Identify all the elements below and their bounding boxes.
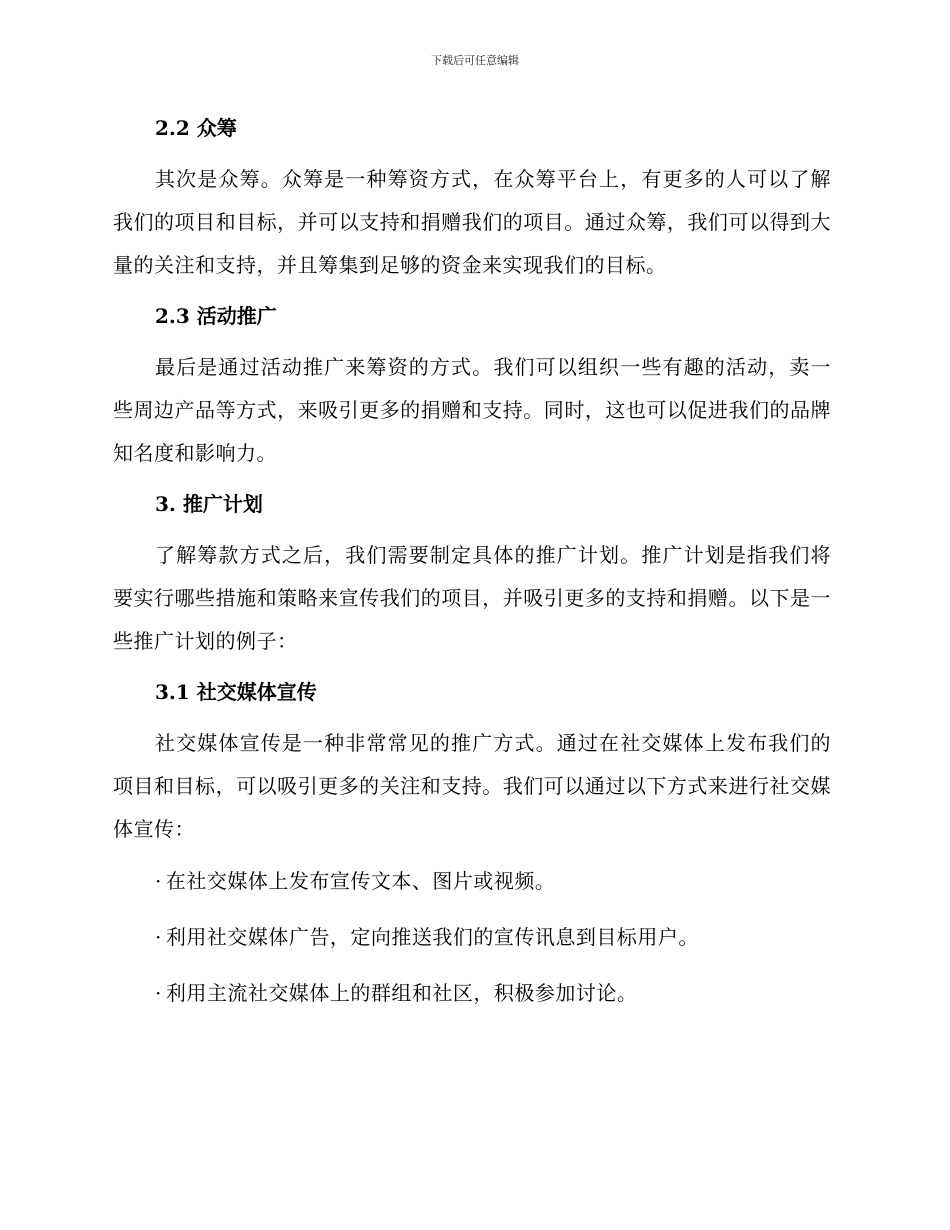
bullet-marker: · [155, 981, 162, 1005]
bullet-text: 利用社交媒体广告，定向推送我们的宣传讯息到目标用户。 [165, 925, 699, 949]
bullet-text: 利用主流社交媒体上的群组和社区，积极参加讨论。 [165, 981, 638, 1005]
section-heading-2-2: 2.2 众筹 [155, 116, 237, 140]
paragraph-event-promotion: 最后是通过活动推广来筹资的方式。我们可以组织一些有趣的活动，卖一些周边产品等方式，来吸引更多的捐赠和支持。同时，这也可以促进我们的品牌知名度和影响力。 [113, 355, 831, 465]
paragraph-crowdfunding: 其次是众筹。众筹是一种筹资方式，在众筹平台上，有更多的人可以了解我们的项目和目标，并可以支持和捐赠我们的项目。通过众筹，我们可以得到大量的关注和支持，并且筹集到足够的资金来实现我们的目标。 [113, 167, 831, 277]
bullet-marker: · [155, 869, 162, 893]
bullet-marker: · [155, 925, 162, 949]
bullet-item [113, 860, 831, 903]
paragraph-social-media: 社交媒体宣传是一种非常常见的推广方式。通过在社交媒体上发布我们的项目和目标，可以吸引更多的关注和支持。我们可以通过以下方式来进行社交媒体宣传： [113, 731, 831, 841]
bullet-item [113, 916, 831, 959]
page-header: 下载后可任意编辑 [431, 54, 519, 67]
section-heading-3-1: 3.1 社交媒体宣传 [155, 680, 317, 704]
page-content [113, 108, 831, 1028]
paragraph-promotion-plan: 了解筹款方式之后，我们需要制定具体的推广计划。推广计划是指我们将要实行哪些措施和策略来宣传我们的项目，并吸引更多的支持和捐赠。以下是一些推广计划的例子： [113, 543, 831, 653]
section-heading-3: 3. 推广计划 [155, 492, 263, 516]
section-heading-2-3: 2.3 活动推广 [155, 304, 277, 328]
bullet-text: 在社交媒体上发布宣传文本、图片或视频。 [165, 869, 556, 893]
bullet-item [113, 972, 831, 1015]
